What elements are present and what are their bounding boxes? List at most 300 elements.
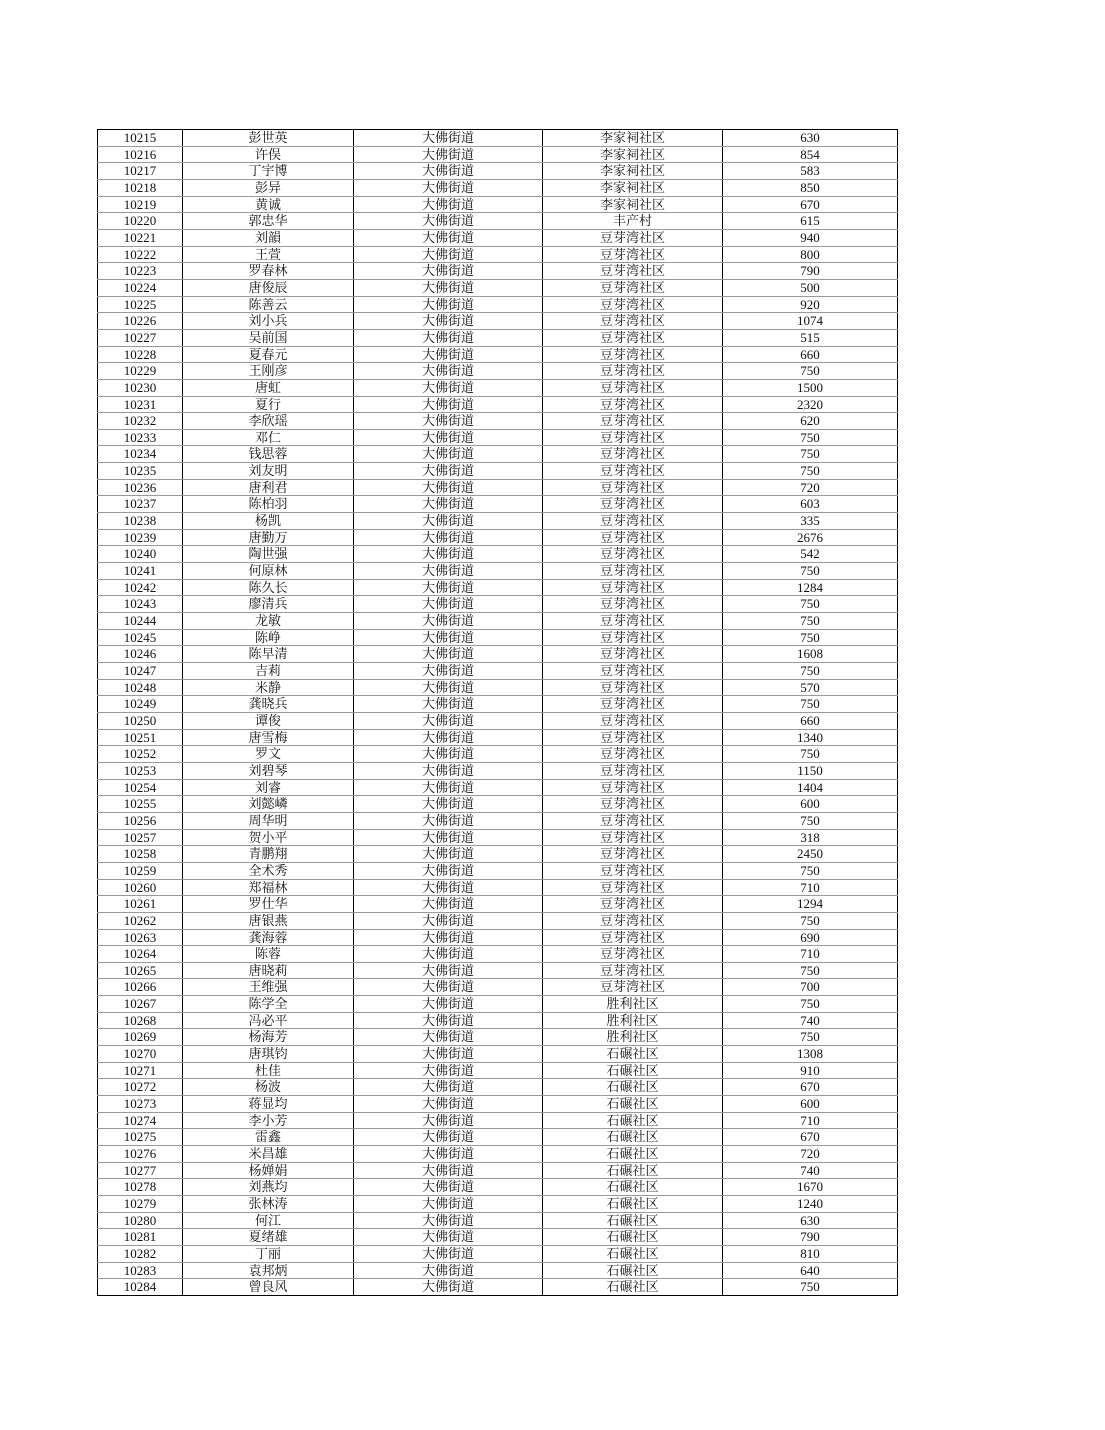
cell-amount: 854 bbox=[723, 146, 898, 163]
cell-id: 10251 bbox=[98, 729, 183, 746]
cell-amount: 750 bbox=[723, 563, 898, 580]
cell-name: 龙敏 bbox=[183, 613, 354, 630]
cell-name: 青鹏翔 bbox=[183, 846, 354, 863]
cell-amount: 790 bbox=[723, 263, 898, 280]
cell-id: 10265 bbox=[98, 962, 183, 979]
cell-id: 10228 bbox=[98, 346, 183, 363]
cell-name: 陈善云 bbox=[183, 296, 354, 313]
cell-name: 唐利君 bbox=[183, 479, 354, 496]
cell-id: 10278 bbox=[98, 1179, 183, 1196]
cell-street: 大佛街道 bbox=[354, 313, 543, 330]
cell-community: 豆芽湾社区 bbox=[543, 646, 723, 663]
cell-amount: 1150 bbox=[723, 762, 898, 779]
cell-community: 豆芽湾社区 bbox=[543, 746, 723, 763]
cell-id: 10253 bbox=[98, 762, 183, 779]
cell-amount: 318 bbox=[723, 829, 898, 846]
cell-community: 豆芽湾社区 bbox=[543, 912, 723, 929]
cell-street: 大佛街道 bbox=[354, 279, 543, 296]
cell-name: 曾良风 bbox=[183, 1279, 354, 1296]
cell-name: 贺小平 bbox=[183, 829, 354, 846]
cell-community: 石碾社区 bbox=[543, 1245, 723, 1262]
cell-community: 石碾社区 bbox=[543, 1112, 723, 1129]
cell-name: 邓仁 bbox=[183, 429, 354, 446]
cell-amount: 660 bbox=[723, 712, 898, 729]
cell-street: 大佛街道 bbox=[354, 1079, 543, 1096]
cell-name: 杨凯 bbox=[183, 513, 354, 530]
table-row bbox=[98, 896, 898, 913]
cell-id: 10275 bbox=[98, 1129, 183, 1146]
cell-id: 10226 bbox=[98, 313, 183, 330]
cell-community: 石碾社区 bbox=[543, 1279, 723, 1296]
table-row bbox=[98, 546, 898, 563]
cell-community: 豆芽湾社区 bbox=[543, 563, 723, 580]
cell-street: 大佛街道 bbox=[354, 296, 543, 313]
cell-amount: 940 bbox=[723, 229, 898, 246]
cell-id: 10255 bbox=[98, 796, 183, 813]
cell-id: 10227 bbox=[98, 329, 183, 346]
cell-street: 大佛街道 bbox=[354, 1245, 543, 1262]
cell-community: 石碾社区 bbox=[543, 1046, 723, 1063]
cell-street: 大佛街道 bbox=[354, 246, 543, 263]
cell-community: 李家祠社区 bbox=[543, 146, 723, 163]
cell-amount: 750 bbox=[723, 862, 898, 879]
cell-street: 大佛街道 bbox=[354, 979, 543, 996]
cell-name: 夏春元 bbox=[183, 346, 354, 363]
cell-community: 豆芽湾社区 bbox=[543, 263, 723, 280]
cell-name: 何原林 bbox=[183, 563, 354, 580]
cell-name: 夏绪雄 bbox=[183, 1229, 354, 1246]
cell-community: 豆芽湾社区 bbox=[543, 613, 723, 630]
cell-amount: 750 bbox=[723, 746, 898, 763]
cell-street: 大佛街道 bbox=[354, 846, 543, 863]
cell-community: 豆芽湾社区 bbox=[543, 762, 723, 779]
cell-street: 大佛街道 bbox=[354, 1146, 543, 1163]
cell-community: 豆芽湾社区 bbox=[543, 396, 723, 413]
cell-community: 豆芽湾社区 bbox=[543, 296, 723, 313]
cell-community: 豆芽湾社区 bbox=[543, 229, 723, 246]
table-row bbox=[98, 429, 898, 446]
cell-street: 大佛街道 bbox=[354, 996, 543, 1013]
cell-id: 10216 bbox=[98, 146, 183, 163]
cell-amount: 2676 bbox=[723, 529, 898, 546]
cell-amount: 810 bbox=[723, 1245, 898, 1262]
cell-name: 米静 bbox=[183, 679, 354, 696]
cell-name: 刘睿 bbox=[183, 779, 354, 796]
cell-id: 10274 bbox=[98, 1112, 183, 1129]
cell-name: 全术秀 bbox=[183, 862, 354, 879]
cell-name: 陈柏羽 bbox=[183, 496, 354, 513]
table-row bbox=[98, 463, 898, 480]
cell-name: 唐琪钧 bbox=[183, 1046, 354, 1063]
cell-community: 豆芽湾社区 bbox=[543, 796, 723, 813]
cell-amount: 750 bbox=[723, 912, 898, 929]
cell-name: 刘燕均 bbox=[183, 1179, 354, 1196]
cell-id: 10231 bbox=[98, 396, 183, 413]
table-row bbox=[98, 996, 898, 1013]
cell-id: 10229 bbox=[98, 363, 183, 380]
cell-name: 唐雪梅 bbox=[183, 729, 354, 746]
cell-community: 豆芽湾社区 bbox=[543, 529, 723, 546]
cell-id: 10225 bbox=[98, 296, 183, 313]
cell-id: 10260 bbox=[98, 879, 183, 896]
cell-id: 10220 bbox=[98, 213, 183, 230]
cell-amount: 1074 bbox=[723, 313, 898, 330]
cell-id: 10273 bbox=[98, 1096, 183, 1113]
cell-amount: 1608 bbox=[723, 646, 898, 663]
cell-community: 石碾社区 bbox=[543, 1196, 723, 1213]
table-row bbox=[98, 1096, 898, 1113]
cell-id: 10254 bbox=[98, 779, 183, 796]
table-row bbox=[98, 263, 898, 280]
table-row bbox=[98, 1229, 898, 1246]
cell-id: 10246 bbox=[98, 646, 183, 663]
table-row bbox=[98, 946, 898, 963]
cell-street: 大佛街道 bbox=[354, 596, 543, 613]
cell-id: 10249 bbox=[98, 696, 183, 713]
cell-street: 大佛街道 bbox=[354, 496, 543, 513]
cell-community: 豆芽湾社区 bbox=[543, 313, 723, 330]
cell-street: 大佛街道 bbox=[354, 696, 543, 713]
table-row bbox=[98, 563, 898, 580]
cell-name: 刘碧琴 bbox=[183, 762, 354, 779]
cell-id: 10283 bbox=[98, 1262, 183, 1279]
cell-amount: 600 bbox=[723, 1096, 898, 1113]
cell-name: 丁丽 bbox=[183, 1245, 354, 1262]
cell-amount: 740 bbox=[723, 1162, 898, 1179]
cell-community: 豆芽湾社区 bbox=[543, 696, 723, 713]
cell-community: 石碾社区 bbox=[543, 1179, 723, 1196]
cell-street: 大佛街道 bbox=[354, 613, 543, 630]
cell-amount: 1500 bbox=[723, 379, 898, 396]
cell-community: 豆芽湾社区 bbox=[543, 829, 723, 846]
table-row bbox=[98, 1079, 898, 1096]
table-row bbox=[98, 962, 898, 979]
cell-street: 大佛街道 bbox=[354, 779, 543, 796]
table-row bbox=[98, 213, 898, 230]
cell-street: 大佛街道 bbox=[354, 446, 543, 463]
cell-community: 豆芽湾社区 bbox=[543, 929, 723, 946]
cell-community: 胜利社区 bbox=[543, 1029, 723, 1046]
cell-name: 杨波 bbox=[183, 1079, 354, 1096]
cell-community: 石碾社区 bbox=[543, 1229, 723, 1246]
table-row bbox=[98, 363, 898, 380]
cell-name: 王刚彦 bbox=[183, 363, 354, 380]
table-row bbox=[98, 1012, 898, 1029]
cell-id: 10264 bbox=[98, 946, 183, 963]
cell-amount: 600 bbox=[723, 796, 898, 813]
cell-id: 10262 bbox=[98, 912, 183, 929]
table-row bbox=[98, 1146, 898, 1163]
cell-street: 大佛街道 bbox=[354, 229, 543, 246]
cell-community: 豆芽湾社区 bbox=[543, 712, 723, 729]
cell-amount: 1284 bbox=[723, 579, 898, 596]
cell-name: 陶世强 bbox=[183, 546, 354, 563]
cell-street: 大佛街道 bbox=[354, 1179, 543, 1196]
cell-street: 大佛街道 bbox=[354, 812, 543, 829]
table-row bbox=[98, 246, 898, 263]
cell-id: 10232 bbox=[98, 413, 183, 430]
cell-street: 大佛街道 bbox=[354, 1162, 543, 1179]
cell-amount: 670 bbox=[723, 196, 898, 213]
cell-id: 10284 bbox=[98, 1279, 183, 1296]
cell-name: 周华明 bbox=[183, 812, 354, 829]
table-row bbox=[98, 279, 898, 296]
cell-amount: 740 bbox=[723, 1012, 898, 1029]
cell-name: 陈久长 bbox=[183, 579, 354, 596]
cell-name: 吉莉 bbox=[183, 663, 354, 680]
table-row bbox=[98, 846, 898, 863]
cell-name: 吴前国 bbox=[183, 329, 354, 346]
cell-amount: 910 bbox=[723, 1062, 898, 1079]
cell-community: 李家祠社区 bbox=[543, 196, 723, 213]
cell-amount: 690 bbox=[723, 929, 898, 946]
table-row bbox=[98, 313, 898, 330]
cell-name: 刘韻 bbox=[183, 229, 354, 246]
cell-street: 大佛街道 bbox=[354, 762, 543, 779]
cell-amount: 583 bbox=[723, 163, 898, 180]
cell-community: 石碾社区 bbox=[543, 1062, 723, 1079]
cell-street: 大佛街道 bbox=[354, 429, 543, 446]
table-row bbox=[98, 513, 898, 530]
cell-id: 10240 bbox=[98, 546, 183, 563]
cell-amount: 750 bbox=[723, 962, 898, 979]
cell-id: 10218 bbox=[98, 179, 183, 196]
cell-name: 米昌雄 bbox=[183, 1146, 354, 1163]
cell-street: 大佛街道 bbox=[354, 1046, 543, 1063]
cell-street: 大佛街道 bbox=[354, 1029, 543, 1046]
cell-community: 豆芽湾社区 bbox=[543, 729, 723, 746]
table-row bbox=[98, 696, 898, 713]
cell-community: 豆芽湾社区 bbox=[543, 513, 723, 530]
cell-street: 大佛街道 bbox=[354, 363, 543, 380]
cell-street: 大佛街道 bbox=[354, 479, 543, 496]
cell-name: 陈早清 bbox=[183, 646, 354, 663]
cell-amount: 720 bbox=[723, 1146, 898, 1163]
cell-name: 李欣瑶 bbox=[183, 413, 354, 430]
cell-community: 豆芽湾社区 bbox=[543, 596, 723, 613]
cell-id: 10266 bbox=[98, 979, 183, 996]
table-row bbox=[98, 679, 898, 696]
cell-name: 郑福林 bbox=[183, 879, 354, 896]
table-row bbox=[98, 529, 898, 546]
cell-amount: 570 bbox=[723, 679, 898, 696]
cell-name: 刘小兵 bbox=[183, 313, 354, 330]
cell-name: 龚海蓉 bbox=[183, 929, 354, 946]
cell-name: 唐勤万 bbox=[183, 529, 354, 546]
cell-street: 大佛街道 bbox=[354, 1196, 543, 1213]
cell-community: 豆芽湾社区 bbox=[543, 679, 723, 696]
cell-id: 10267 bbox=[98, 996, 183, 1013]
cell-id: 10238 bbox=[98, 513, 183, 530]
table-row bbox=[98, 296, 898, 313]
table-row bbox=[98, 746, 898, 763]
cell-id: 10217 bbox=[98, 163, 183, 180]
cell-name: 刘友明 bbox=[183, 463, 354, 480]
cell-amount: 750 bbox=[723, 996, 898, 1013]
cell-id: 10259 bbox=[98, 862, 183, 879]
cell-amount: 750 bbox=[723, 596, 898, 613]
cell-name: 许俣 bbox=[183, 146, 354, 163]
table-row bbox=[98, 130, 898, 147]
cell-id: 10239 bbox=[98, 529, 183, 546]
cell-id: 10263 bbox=[98, 929, 183, 946]
cell-street: 大佛街道 bbox=[354, 746, 543, 763]
cell-community: 豆芽湾社区 bbox=[543, 579, 723, 596]
cell-amount: 750 bbox=[723, 696, 898, 713]
table-row bbox=[98, 1046, 898, 1063]
cell-community: 石碾社区 bbox=[543, 1212, 723, 1229]
cell-street: 大佛街道 bbox=[354, 179, 543, 196]
cell-name: 彭世英 bbox=[183, 130, 354, 147]
table-row bbox=[98, 979, 898, 996]
cell-name: 杨海芳 bbox=[183, 1029, 354, 1046]
cell-street: 大佛街道 bbox=[354, 463, 543, 480]
table-row bbox=[98, 1062, 898, 1079]
cell-amount: 615 bbox=[723, 213, 898, 230]
table-row bbox=[98, 862, 898, 879]
cell-name: 唐虹 bbox=[183, 379, 354, 396]
table-row bbox=[98, 812, 898, 829]
cell-name: 蒋显均 bbox=[183, 1096, 354, 1113]
table-row bbox=[98, 146, 898, 163]
cell-community: 豆芽湾社区 bbox=[543, 413, 723, 430]
cell-id: 10235 bbox=[98, 463, 183, 480]
table-row bbox=[98, 413, 898, 430]
cell-id: 10219 bbox=[98, 196, 183, 213]
cell-id: 10258 bbox=[98, 846, 183, 863]
cell-community: 豆芽湾社区 bbox=[543, 496, 723, 513]
cell-name: 彭异 bbox=[183, 179, 354, 196]
cell-id: 10250 bbox=[98, 712, 183, 729]
cell-name: 罗文 bbox=[183, 746, 354, 763]
cell-community: 丰产村 bbox=[543, 213, 723, 230]
cell-amount: 750 bbox=[723, 1029, 898, 1046]
cell-amount: 750 bbox=[723, 446, 898, 463]
table-row bbox=[98, 1112, 898, 1129]
cell-name: 陈峥 bbox=[183, 629, 354, 646]
table-row bbox=[98, 496, 898, 513]
cell-street: 大佛街道 bbox=[354, 646, 543, 663]
cell-amount: 670 bbox=[723, 1129, 898, 1146]
table-row bbox=[98, 879, 898, 896]
cell-community: 石碾社区 bbox=[543, 1162, 723, 1179]
table-row bbox=[98, 712, 898, 729]
table-row bbox=[98, 1262, 898, 1279]
table-row bbox=[98, 179, 898, 196]
table-row bbox=[98, 396, 898, 413]
cell-street: 大佛街道 bbox=[354, 712, 543, 729]
cell-id: 10269 bbox=[98, 1029, 183, 1046]
cell-amount: 700 bbox=[723, 979, 898, 996]
cell-name: 杜佳 bbox=[183, 1062, 354, 1079]
cell-amount: 515 bbox=[723, 329, 898, 346]
cell-amount: 920 bbox=[723, 296, 898, 313]
cell-street: 大佛街道 bbox=[354, 379, 543, 396]
cell-community: 豆芽湾社区 bbox=[543, 379, 723, 396]
cell-name: 冯必平 bbox=[183, 1012, 354, 1029]
cell-community: 李家祠社区 bbox=[543, 130, 723, 147]
table-row bbox=[98, 229, 898, 246]
cell-community: 石碾社区 bbox=[543, 1146, 723, 1163]
cell-community: 豆芽湾社区 bbox=[543, 779, 723, 796]
cell-name: 袁邦炳 bbox=[183, 1262, 354, 1279]
cell-amount: 620 bbox=[723, 413, 898, 430]
cell-street: 大佛街道 bbox=[354, 346, 543, 363]
cell-community: 豆芽湾社区 bbox=[543, 896, 723, 913]
cell-name: 郭忠华 bbox=[183, 213, 354, 230]
cell-id: 10243 bbox=[98, 596, 183, 613]
cell-id: 10247 bbox=[98, 663, 183, 680]
cell-street: 大佛街道 bbox=[354, 912, 543, 929]
cell-amount: 670 bbox=[723, 1079, 898, 1096]
cell-street: 大佛街道 bbox=[354, 879, 543, 896]
cell-id: 10222 bbox=[98, 246, 183, 263]
table-row bbox=[98, 1029, 898, 1046]
table-row bbox=[98, 796, 898, 813]
cell-id: 10223 bbox=[98, 263, 183, 280]
cell-id: 10242 bbox=[98, 579, 183, 596]
cell-community: 豆芽湾社区 bbox=[543, 862, 723, 879]
cell-id: 10215 bbox=[98, 130, 183, 147]
table-row bbox=[98, 596, 898, 613]
cell-id: 10281 bbox=[98, 1229, 183, 1246]
table-row bbox=[98, 346, 898, 363]
table-row bbox=[98, 1196, 898, 1213]
cell-amount: 2320 bbox=[723, 396, 898, 413]
cell-name: 谭俊 bbox=[183, 712, 354, 729]
cell-amount: 710 bbox=[723, 879, 898, 896]
cell-name: 杨婵娟 bbox=[183, 1162, 354, 1179]
cell-community: 豆芽湾社区 bbox=[543, 546, 723, 563]
table-row bbox=[98, 1162, 898, 1179]
cell-id: 10272 bbox=[98, 1079, 183, 1096]
cell-street: 大佛街道 bbox=[354, 1012, 543, 1029]
cell-community: 豆芽湾社区 bbox=[543, 279, 723, 296]
cell-street: 大佛街道 bbox=[354, 629, 543, 646]
cell-name: 张林涛 bbox=[183, 1196, 354, 1213]
cell-community: 豆芽湾社区 bbox=[543, 879, 723, 896]
cell-street: 大佛街道 bbox=[354, 796, 543, 813]
cell-amount: 1670 bbox=[723, 1179, 898, 1196]
cell-street: 大佛街道 bbox=[354, 546, 543, 563]
cell-id: 10261 bbox=[98, 896, 183, 913]
cell-community: 豆芽湾社区 bbox=[543, 629, 723, 646]
cell-id: 10277 bbox=[98, 1162, 183, 1179]
cell-community: 石碾社区 bbox=[543, 1096, 723, 1113]
cell-community: 豆芽湾社区 bbox=[543, 246, 723, 263]
cell-street: 大佛街道 bbox=[354, 946, 543, 963]
cell-id: 10280 bbox=[98, 1212, 183, 1229]
table-row bbox=[98, 329, 898, 346]
cell-community: 豆芽湾社区 bbox=[543, 663, 723, 680]
cell-street: 大佛街道 bbox=[354, 413, 543, 430]
cell-id: 10237 bbox=[98, 496, 183, 513]
cell-amount: 640 bbox=[723, 1262, 898, 1279]
cell-amount: 750 bbox=[723, 629, 898, 646]
cell-id: 10252 bbox=[98, 746, 183, 763]
cell-community: 豆芽湾社区 bbox=[543, 329, 723, 346]
table-row bbox=[98, 629, 898, 646]
cell-street: 大佛街道 bbox=[354, 529, 543, 546]
cell-community: 豆芽湾社区 bbox=[543, 463, 723, 480]
data-table bbox=[97, 129, 898, 1296]
cell-amount: 750 bbox=[723, 613, 898, 630]
cell-amount: 720 bbox=[723, 479, 898, 496]
cell-name: 王维强 bbox=[183, 979, 354, 996]
cell-amount: 1340 bbox=[723, 729, 898, 746]
cell-id: 10276 bbox=[98, 1146, 183, 1163]
cell-name: 唐银燕 bbox=[183, 912, 354, 929]
